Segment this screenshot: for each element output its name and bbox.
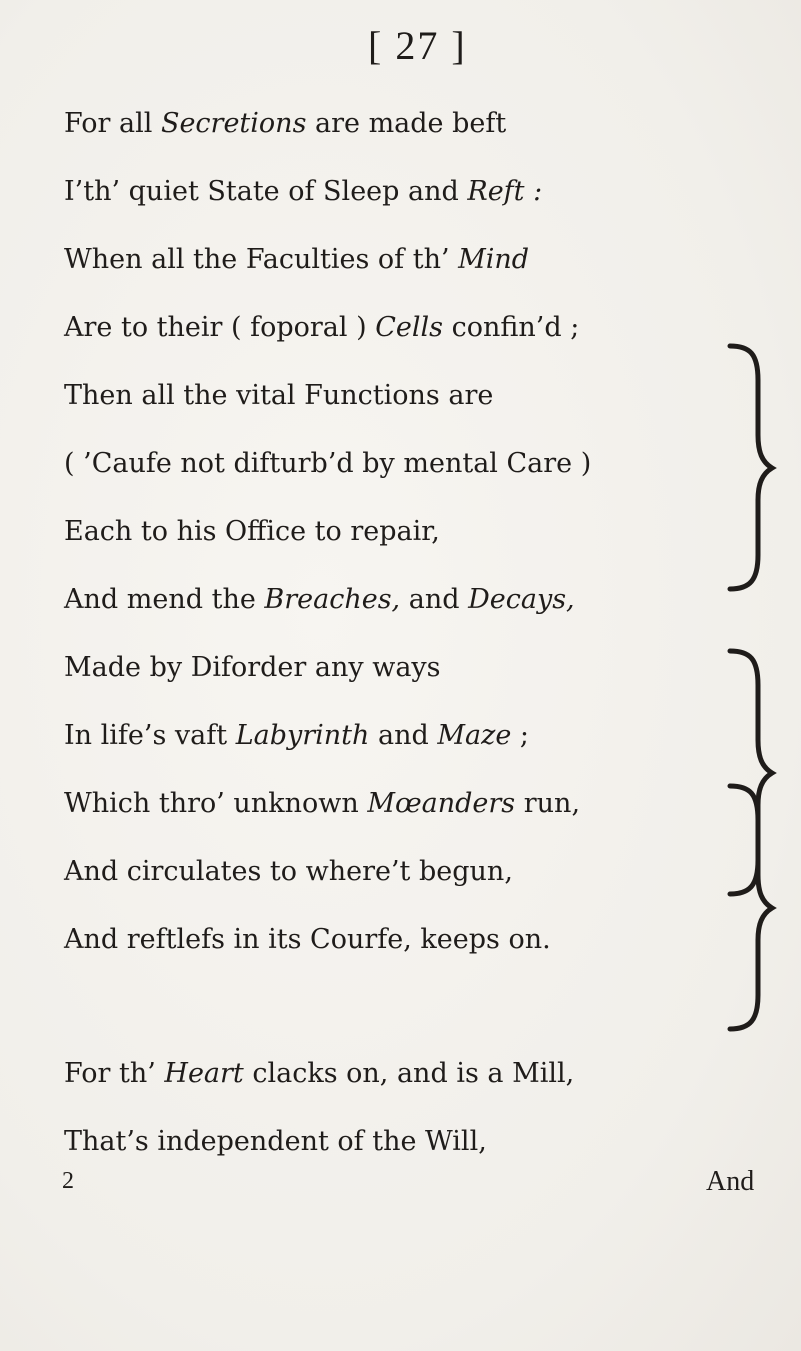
- line-text: In life’s vaft: [64, 720, 236, 751]
- italic-word: Secretions: [160, 108, 307, 139]
- poem-line: [64, 1126, 487, 1157]
- triplet-brace-3: [728, 780, 776, 1035]
- line-text: Which thro’ unknown: [64, 788, 368, 819]
- line-text: I’th’ quiet State of Sleep and: [64, 176, 468, 207]
- line-text: confin’d ;: [443, 312, 580, 343]
- italic-word: Breaches,: [264, 584, 401, 615]
- poem-line: [64, 720, 529, 751]
- line-text: Made by Diforder any ways: [64, 652, 441, 683]
- line-text: ( ’Caufe not difturb’d by mental Care ): [64, 448, 592, 479]
- poem-line: [64, 312, 579, 343]
- line-text: That’s independent of the Will,: [64, 1126, 487, 1157]
- italic-word: Mœanders: [367, 788, 516, 819]
- italic-word: Heart: [164, 1058, 244, 1089]
- line-text: When all the Faculties of th’: [64, 244, 459, 275]
- poem-line: [64, 516, 440, 547]
- italic-word: Labyrinth: [235, 720, 370, 751]
- poem-line: [64, 448, 591, 479]
- line-text: For all: [64, 108, 161, 139]
- signature-mark: 2: [62, 1168, 74, 1194]
- poem-line: [64, 108, 506, 139]
- italic-word: Cells: [375, 312, 444, 343]
- poem-line: [64, 856, 513, 887]
- line-text: clacks on, and is a Mill,: [243, 1058, 575, 1089]
- line-text: ;: [511, 720, 529, 751]
- line-text: Then all the vital Functions are: [64, 380, 494, 411]
- line-text: and: [369, 720, 438, 751]
- line-text: and: [400, 584, 469, 615]
- line-text: For th’: [64, 1058, 165, 1089]
- poem-line: [64, 380, 493, 411]
- poem-line: [64, 584, 575, 615]
- poem-line: [64, 244, 529, 275]
- line-text: run,: [515, 788, 581, 819]
- page-number: [ 27 ]: [368, 23, 467, 68]
- poem-line: [64, 924, 551, 955]
- italic-word: Reft :: [467, 176, 543, 207]
- line-text: are made beft: [306, 108, 507, 139]
- poem-line: [64, 788, 580, 819]
- line-text: And reftlefs in its Courfe, keeps on.: [64, 924, 551, 955]
- line-text: Are to their ( foporal ): [64, 312, 376, 343]
- triplet-brace-1: [728, 340, 776, 595]
- line-text: And circulates to where’t begun,: [64, 856, 513, 887]
- poem-line: [64, 1058, 574, 1089]
- italic-word: Mind: [458, 244, 530, 275]
- catchword: And: [706, 1166, 755, 1197]
- poem-line: [64, 176, 542, 207]
- italic-word: Maze: [437, 720, 512, 751]
- line-text: And mend the: [64, 584, 265, 615]
- italic-word: Decays,: [468, 584, 575, 615]
- line-text: Each to his Office to repair,: [64, 516, 440, 547]
- poem-line: [64, 652, 441, 683]
